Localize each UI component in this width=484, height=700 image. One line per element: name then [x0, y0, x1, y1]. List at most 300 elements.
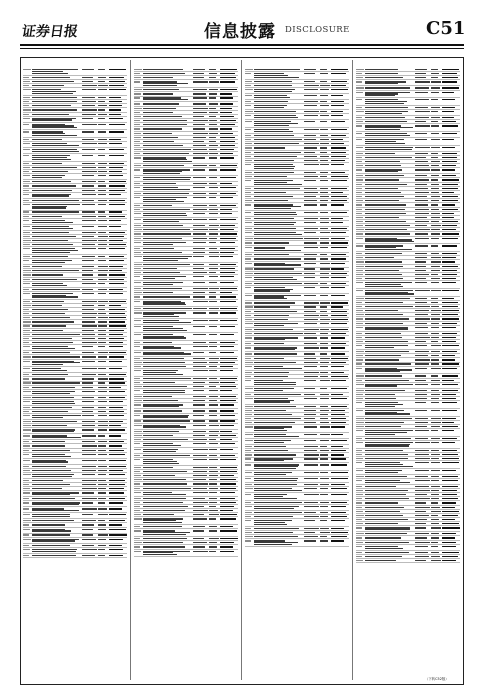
- table-cell: [23, 538, 31, 543]
- text-line: [109, 81, 125, 82]
- text-line: [254, 442, 285, 443]
- text-line: [254, 168, 295, 169]
- text-line: [320, 506, 328, 507]
- text-line: [331, 333, 347, 334]
- text-line: [134, 97, 140, 98]
- text-line: [320, 295, 328, 296]
- text-line: [365, 450, 403, 451]
- table-cell: [23, 300, 31, 303]
- table-cell: [134, 271, 142, 274]
- table-cell: [31, 444, 81, 447]
- text-line: [304, 273, 315, 274]
- text-line: [109, 118, 123, 119]
- table-cell: [81, 333, 98, 336]
- text-line: [98, 85, 107, 86]
- table-cell: [219, 72, 238, 75]
- table-cell: [31, 325, 81, 328]
- text-line: [143, 396, 173, 397]
- text-line: [320, 81, 327, 82]
- text-line: [220, 242, 235, 243]
- table-cell: [108, 428, 127, 433]
- text-line: [143, 502, 183, 503]
- text-line: [23, 181, 29, 182]
- table-cell: [31, 507, 81, 512]
- table-cell: [356, 485, 364, 488]
- text-line: [365, 184, 407, 185]
- text-line: [431, 196, 440, 197]
- table-cell: [209, 287, 219, 290]
- table-cell: [356, 518, 364, 521]
- table-cell: [108, 554, 127, 557]
- text-line: [143, 455, 191, 456]
- table-cell: [330, 155, 349, 158]
- table-cell: [303, 535, 320, 538]
- table-cell: [303, 246, 320, 253]
- text-line: [431, 533, 439, 534]
- table-cell: [356, 374, 364, 377]
- text-line: [98, 508, 107, 509]
- table-cell: [23, 487, 31, 490]
- table-cell: [31, 184, 81, 187]
- text-line: [415, 314, 429, 315]
- table-cell: [253, 346, 303, 351]
- text-line: [32, 484, 71, 485]
- table-cell: [441, 289, 460, 296]
- table-cell: [364, 301, 414, 304]
- text-line: [23, 194, 29, 195]
- text-line: [143, 201, 184, 202]
- text-line: [193, 165, 207, 166]
- table-cell: [414, 551, 431, 554]
- table-cell: [364, 174, 414, 177]
- text-line: [415, 375, 426, 376]
- text-line: [442, 418, 457, 419]
- table-cell: [253, 405, 303, 408]
- text-line: [442, 169, 456, 170]
- table-cell: [320, 211, 330, 216]
- table-cell: [134, 192, 142, 195]
- table-cell: [245, 535, 253, 538]
- text-line: [245, 347, 251, 348]
- text-line: [442, 345, 459, 346]
- table-cell: [209, 357, 219, 360]
- table-cell: [108, 292, 127, 299]
- table-cell: [23, 219, 31, 224]
- text-line: [320, 306, 327, 307]
- table-cell: [209, 97, 219, 102]
- table-cell: [320, 527, 330, 530]
- text-line: [304, 520, 315, 521]
- text-line: [220, 449, 233, 450]
- text-line: [245, 160, 252, 161]
- table-cell: [441, 350, 460, 353]
- text-line: [431, 298, 438, 299]
- text-line: [143, 238, 182, 239]
- text-line: [254, 97, 290, 98]
- table-cell: [192, 123, 209, 126]
- text-line: [431, 323, 439, 324]
- text-line: [442, 363, 459, 364]
- text-line: [365, 318, 410, 319]
- text-line: [23, 484, 29, 485]
- text-line: [331, 143, 345, 144]
- table-cell: [192, 237, 209, 240]
- table-cell: [81, 239, 98, 242]
- text-line: [442, 121, 456, 122]
- table-cell: [320, 501, 330, 504]
- text-line: [32, 407, 72, 408]
- table-cell: [245, 114, 253, 119]
- table-cell: [303, 114, 320, 119]
- table-cell: [108, 123, 127, 130]
- text-line: [320, 172, 328, 173]
- table-cell: [330, 458, 349, 463]
- text-line: [331, 200, 347, 201]
- text-line: [98, 270, 107, 271]
- table-cell: [108, 100, 127, 103]
- table-cell: [330, 286, 349, 293]
- table-cell: [356, 409, 364, 416]
- table-cell: [219, 119, 238, 122]
- table-cell: [253, 211, 303, 216]
- table-cell: [431, 220, 441, 223]
- text-line: [356, 306, 361, 307]
- table-cell: [108, 130, 127, 137]
- table-cell: [81, 501, 98, 506]
- text-line: [254, 125, 289, 126]
- table-cell: [23, 491, 31, 496]
- text-line: [220, 177, 237, 178]
- text-line: [356, 125, 361, 126]
- table-cell: [364, 317, 414, 320]
- text-line: [304, 73, 316, 74]
- table-cell: [134, 123, 142, 126]
- table-cell: [23, 469, 31, 472]
- text-line: [109, 374, 126, 375]
- text-line: [209, 242, 216, 243]
- table-cell: [441, 417, 460, 420]
- table-cell: [303, 458, 320, 463]
- text-line: [109, 256, 124, 257]
- table-cell: [209, 156, 219, 163]
- text-line: [82, 508, 98, 509]
- table-cell: [303, 483, 320, 486]
- text-line: [365, 306, 413, 307]
- table-cell: [245, 342, 253, 345]
- text-line: [415, 368, 427, 369]
- table-cell: [356, 216, 364, 219]
- table-cell: [31, 396, 81, 399]
- table-cell: [219, 424, 238, 429]
- text-line: [109, 330, 125, 331]
- text-line: [209, 209, 218, 210]
- table-cell: [356, 76, 364, 79]
- table-cell: [431, 68, 441, 71]
- text-line: [254, 388, 295, 389]
- text-line: [320, 95, 327, 96]
- table-cell: [330, 163, 349, 170]
- text-line: [245, 414, 252, 415]
- text-line: [23, 175, 30, 176]
- table-cell: [356, 469, 364, 474]
- text-line: [304, 418, 315, 419]
- text-line: [143, 165, 184, 166]
- text-line: [82, 226, 95, 227]
- table-cell: [31, 292, 81, 299]
- text-line: [209, 276, 217, 277]
- text-line: [109, 131, 124, 132]
- table-cell: [364, 393, 414, 396]
- text-line: [23, 293, 30, 294]
- table-cell: [23, 333, 31, 336]
- text-line: [193, 542, 208, 543]
- table-cell: [356, 212, 364, 215]
- table-cell: [219, 403, 238, 408]
- table-cell: [320, 241, 330, 244]
- table-cell: [356, 124, 364, 131]
- text-line: [209, 145, 217, 146]
- text-line: [304, 69, 317, 70]
- text-line: [320, 283, 327, 284]
- text-line: [320, 516, 328, 517]
- table-cell: [431, 178, 441, 181]
- text-line: [98, 149, 105, 150]
- table-cell: [219, 470, 238, 473]
- text-line: [220, 288, 238, 289]
- table-cell: [219, 88, 238, 91]
- table-cell: [414, 309, 431, 312]
- table-cell: [219, 92, 238, 95]
- text-line: [82, 149, 95, 150]
- text-line: [82, 321, 96, 322]
- table-cell: [356, 429, 364, 436]
- text-line: [331, 528, 344, 529]
- text-line: [32, 425, 67, 426]
- text-line: [331, 422, 346, 423]
- text-line: [82, 181, 96, 182]
- table-cell: [81, 130, 98, 137]
- table-cell: [23, 308, 31, 311]
- table-row: [23, 123, 127, 131]
- text-line: [209, 431, 218, 432]
- text-line: [245, 464, 251, 465]
- table-cell: [320, 445, 330, 448]
- table-row: [134, 156, 238, 164]
- text-line: [415, 384, 428, 385]
- text-line: [32, 293, 73, 294]
- table-cell: [23, 320, 31, 323]
- table-cell: [192, 80, 209, 87]
- text-line: [32, 109, 77, 110]
- text-line: [356, 266, 363, 267]
- table-cell: [219, 545, 238, 548]
- table-cell: [219, 409, 238, 412]
- table-cell: [81, 325, 98, 328]
- table-cell: [414, 336, 431, 339]
- text-line: [209, 282, 217, 283]
- table-cell: [431, 138, 441, 145]
- table-cell: [98, 231, 108, 234]
- table-cell: [245, 138, 253, 141]
- table-cell: [441, 76, 460, 79]
- text-line: [442, 111, 455, 112]
- text-line: [254, 218, 294, 219]
- text-line: [254, 484, 298, 485]
- text-line: [254, 152, 302, 153]
- table-cell: [356, 545, 364, 550]
- table-cell: [98, 501, 108, 506]
- text-line: [304, 366, 317, 367]
- text-line: [134, 510, 140, 511]
- table-cell: [431, 421, 441, 424]
- text-line: [320, 414, 328, 415]
- table-cell: [134, 263, 142, 266]
- table-cell: [23, 396, 31, 399]
- text-line: [32, 476, 72, 477]
- text-line: [245, 247, 252, 248]
- text-line: [331, 372, 345, 373]
- text-line: [23, 139, 29, 140]
- table-cell: [81, 355, 98, 358]
- table-cell: [330, 187, 349, 190]
- text-line: [245, 333, 252, 334]
- text-line: [254, 250, 301, 251]
- table-cell: [81, 341, 98, 344]
- text-line: [254, 147, 286, 148]
- table-cell: [98, 180, 108, 183]
- table-cell: [431, 273, 441, 276]
- text-line: [320, 536, 327, 537]
- table-cell: [356, 252, 364, 255]
- table-cell: [31, 386, 81, 389]
- text-line: [356, 398, 363, 399]
- table-cell: [142, 237, 192, 240]
- table-cell: [134, 115, 142, 118]
- table-cell: [364, 220, 414, 223]
- text-line: [356, 165, 363, 166]
- table-cell: [134, 389, 142, 394]
- table-cell: [414, 110, 431, 115]
- table-cell: [134, 345, 142, 350]
- table-cell: [108, 420, 127, 423]
- text-line: [431, 261, 440, 262]
- text-line: [415, 298, 427, 299]
- text-line: [431, 200, 438, 201]
- text-line: [98, 445, 106, 446]
- text-line: [209, 301, 217, 302]
- table-row: [23, 360, 127, 368]
- table-row: [356, 401, 460, 409]
- text-line: [98, 118, 105, 119]
- text-line: [415, 302, 428, 303]
- table-cell: [142, 399, 192, 402]
- table-cell: [431, 397, 441, 400]
- text-line: [245, 196, 251, 197]
- text-line: [220, 542, 234, 543]
- table-cell: [414, 277, 431, 280]
- table-cell: [364, 160, 414, 163]
- text-line: [320, 472, 327, 473]
- text-line: [245, 188, 251, 189]
- table-cell: [23, 184, 31, 187]
- text-line: [109, 492, 124, 493]
- text-line: [32, 204, 80, 205]
- text-line: [304, 458, 318, 459]
- table-cell: [142, 247, 192, 250]
- table-cell: [31, 166, 81, 169]
- text-line: [143, 347, 181, 348]
- table-cell: [23, 434, 31, 439]
- table-cell: [320, 257, 330, 260]
- text-line: [32, 342, 73, 343]
- text-line: [98, 226, 107, 227]
- text-line: [143, 242, 186, 243]
- text-line: [109, 293, 123, 294]
- table-cell: [192, 119, 209, 122]
- table-cell: [245, 151, 253, 154]
- text-line: [82, 309, 95, 310]
- text-line: [442, 253, 458, 254]
- table-cell: [441, 461, 460, 468]
- text-line: [32, 216, 63, 217]
- text-line: [109, 435, 122, 436]
- table-cell: [414, 297, 431, 300]
- table-cell: [192, 381, 209, 384]
- text-line: [134, 362, 141, 363]
- table-cell: [414, 358, 431, 361]
- table-cell: [414, 340, 431, 343]
- table-cell: [356, 397, 364, 400]
- table-cell: [356, 138, 364, 145]
- text-line: [245, 520, 251, 521]
- text-line: [331, 426, 346, 427]
- text-line: [431, 542, 438, 543]
- text-line: [193, 415, 204, 416]
- text-line: [23, 421, 30, 422]
- text-line: [109, 368, 123, 369]
- table-cell: [253, 301, 303, 304]
- text-line: [23, 498, 29, 499]
- text-line: [431, 169, 439, 170]
- text-line: [431, 147, 439, 148]
- table-cell: [431, 479, 441, 484]
- text-line: [304, 268, 315, 269]
- text-line: [98, 502, 105, 503]
- table-cell: [31, 483, 81, 486]
- text-line: [82, 407, 94, 408]
- text-line: [220, 415, 236, 416]
- table-cell: [98, 497, 108, 500]
- text-line: [209, 455, 216, 456]
- table-cell: [108, 487, 127, 490]
- text-line: [32, 114, 69, 115]
- text-line: [193, 390, 205, 391]
- text-line: [304, 333, 316, 334]
- text-line: [32, 232, 70, 233]
- table-cell: [356, 317, 364, 320]
- text-line: [356, 221, 363, 222]
- text-line: [23, 105, 29, 106]
- table-cell: [414, 332, 431, 335]
- text-line: [365, 418, 413, 419]
- table-cell: [98, 170, 108, 173]
- table-cell: [303, 155, 320, 158]
- table-cell: [98, 199, 108, 202]
- text-line: [254, 368, 302, 369]
- table-cell: [98, 534, 108, 537]
- text-line: [23, 89, 30, 90]
- text-line: [143, 461, 178, 462]
